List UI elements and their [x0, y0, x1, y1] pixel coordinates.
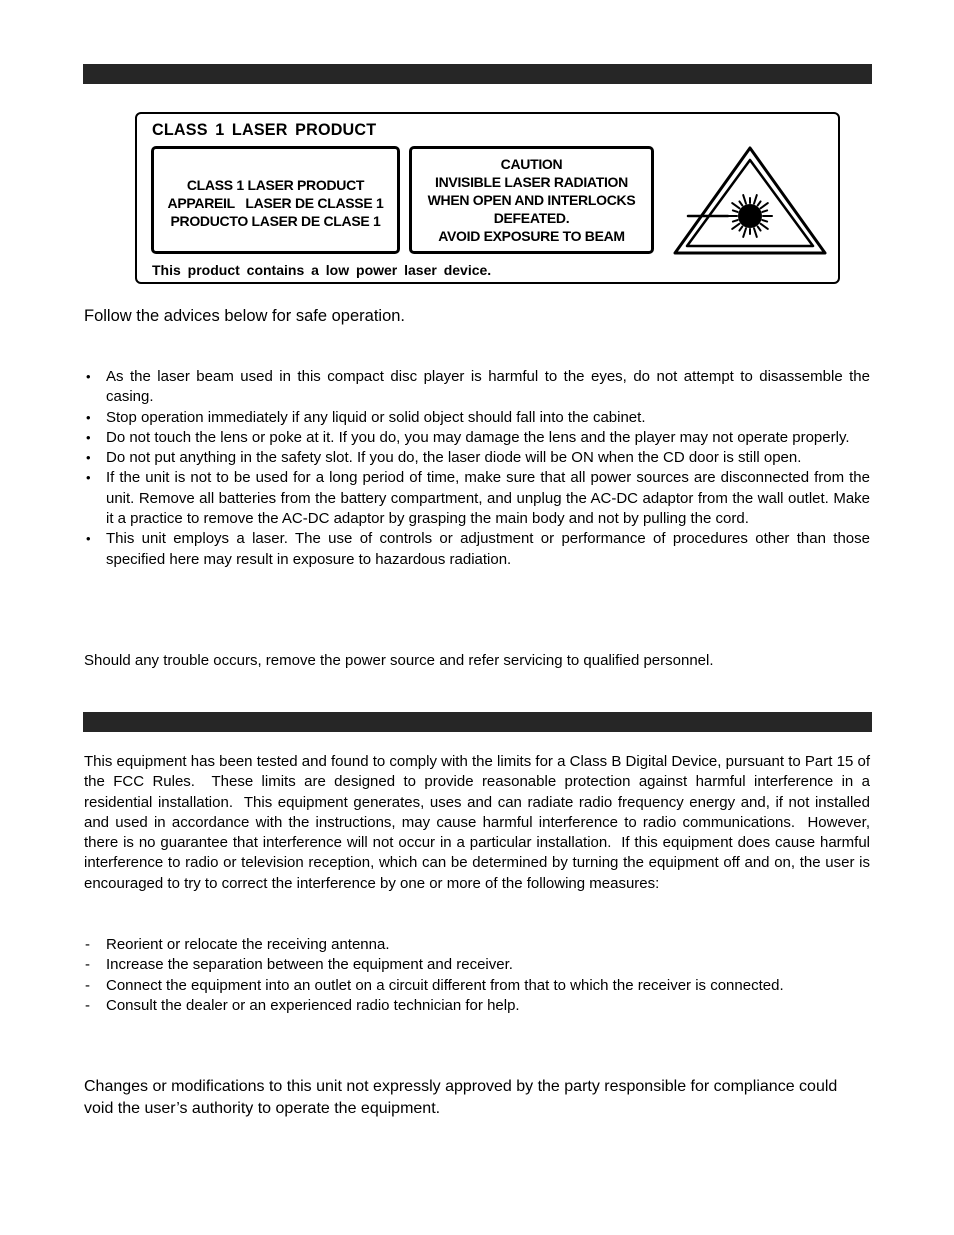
list-item: • Do not touch the lens or poke at it. If you do, you may damage the lens and the player may not operate properly.: [84, 428, 870, 448]
safety-intro: Follow the advices below for safe operation.: [84, 307, 406, 325]
laser-class-line: APPAREIL LASER DE CLASSE 1: [167, 195, 384, 211]
section-header-bar: [83, 64, 872, 84]
list-item: • This unit employs a laser. The use of controls or adjustment or performance of procedures other than those specified here may result in exposure to hazardous radiation.: [84, 529, 870, 570]
laser-class-line: PRODUCTO LASER DE CLASE 1: [170, 213, 381, 229]
fcc-statement: This equipment has been tested and found to comply with the limits for a Class B Digital Device, pursuant to Part 15 of the FCC Rules. These limits are designed to provide reasonable protection against harmful interference in a residential installation. This equipment generates, uses and can radiate radio frequency energy and, if not installed and used in accordance with the instructions, may cause harmful interference to radio communications. However, there is no guarantee that interference will not occur in a particular installation. If this equipment does cause harmful interference to radio or television reception, which can be determined by turning the equipment off and on, the user is encouraged to try to correct the interference by one or more of the following measures:: [84, 753, 875, 892]
list-item: - Consult the dealer or an experienced radio technician for help.: [84, 996, 870, 1016]
list-item: - Connect the equipment into an outlet on a circuit different from that to which the receiver is connected.: [84, 976, 870, 996]
caution-line: DEFEATED.: [493, 210, 570, 226]
list-item: • Stop operation immediately if any liquid or solid object should fall into the cabinet.: [84, 408, 870, 428]
list-item: - Reorient or relocate the receiving antenna.: [84, 935, 870, 955]
trouble-note: Should any trouble occurs, remove the power source and refer servicing to qualified personnel.: [84, 652, 714, 669]
list-item: • Do not put anything in the safety slot. If you do, the laser diode will be ON when the CD door is still open.: [84, 448, 870, 468]
laser-warning-label: [135, 112, 840, 284]
laser-caution-box: [409, 146, 654, 254]
caution-line: CAUTION: [500, 156, 563, 172]
caution-line: WHEN OPEN AND INTERLOCKS: [427, 192, 636, 208]
caution-line: AVOID EXPOSURE TO BEAM: [438, 228, 625, 244]
section-header-bar: [83, 712, 872, 732]
laser-label-title: CLASS 1 LASER PRODUCT: [152, 120, 377, 139]
list-item: • As the laser beam used in this compact disc player is harmful to the eyes, do not attempt to disassemble the casing.: [84, 367, 870, 408]
laser-label-footer: This product contains a low power laser device.: [152, 262, 492, 278]
laser-class-line: CLASS 1 LASER PRODUCT: [186, 177, 365, 193]
caution-line: INVISIBLE LASER RADIATION: [435, 174, 628, 190]
fcc-measures-list: [84, 935, 870, 1016]
laser-hazard-icon: [670, 140, 830, 260]
list-item: • If the unit is not to be used for a long period of time, make sure that all power sources are disconnected from the unit. Remove all batteries from the battery compartment, and unplug the AC-DC adaptor from the wall outlet. Make it a practice to remove the AC-DC adaptor by grasping the main body and not by pulling the cord.: [84, 468, 870, 529]
changes-note: Changes or modifications to this unit not expressly approved by the party responsible for compliance could void the user’s authority to operate the equipment.: [84, 1078, 838, 1117]
safety-list: [84, 367, 870, 570]
laser-class-box: [151, 146, 400, 254]
list-item: - Increase the separation between the equipment and receiver.: [84, 955, 870, 975]
